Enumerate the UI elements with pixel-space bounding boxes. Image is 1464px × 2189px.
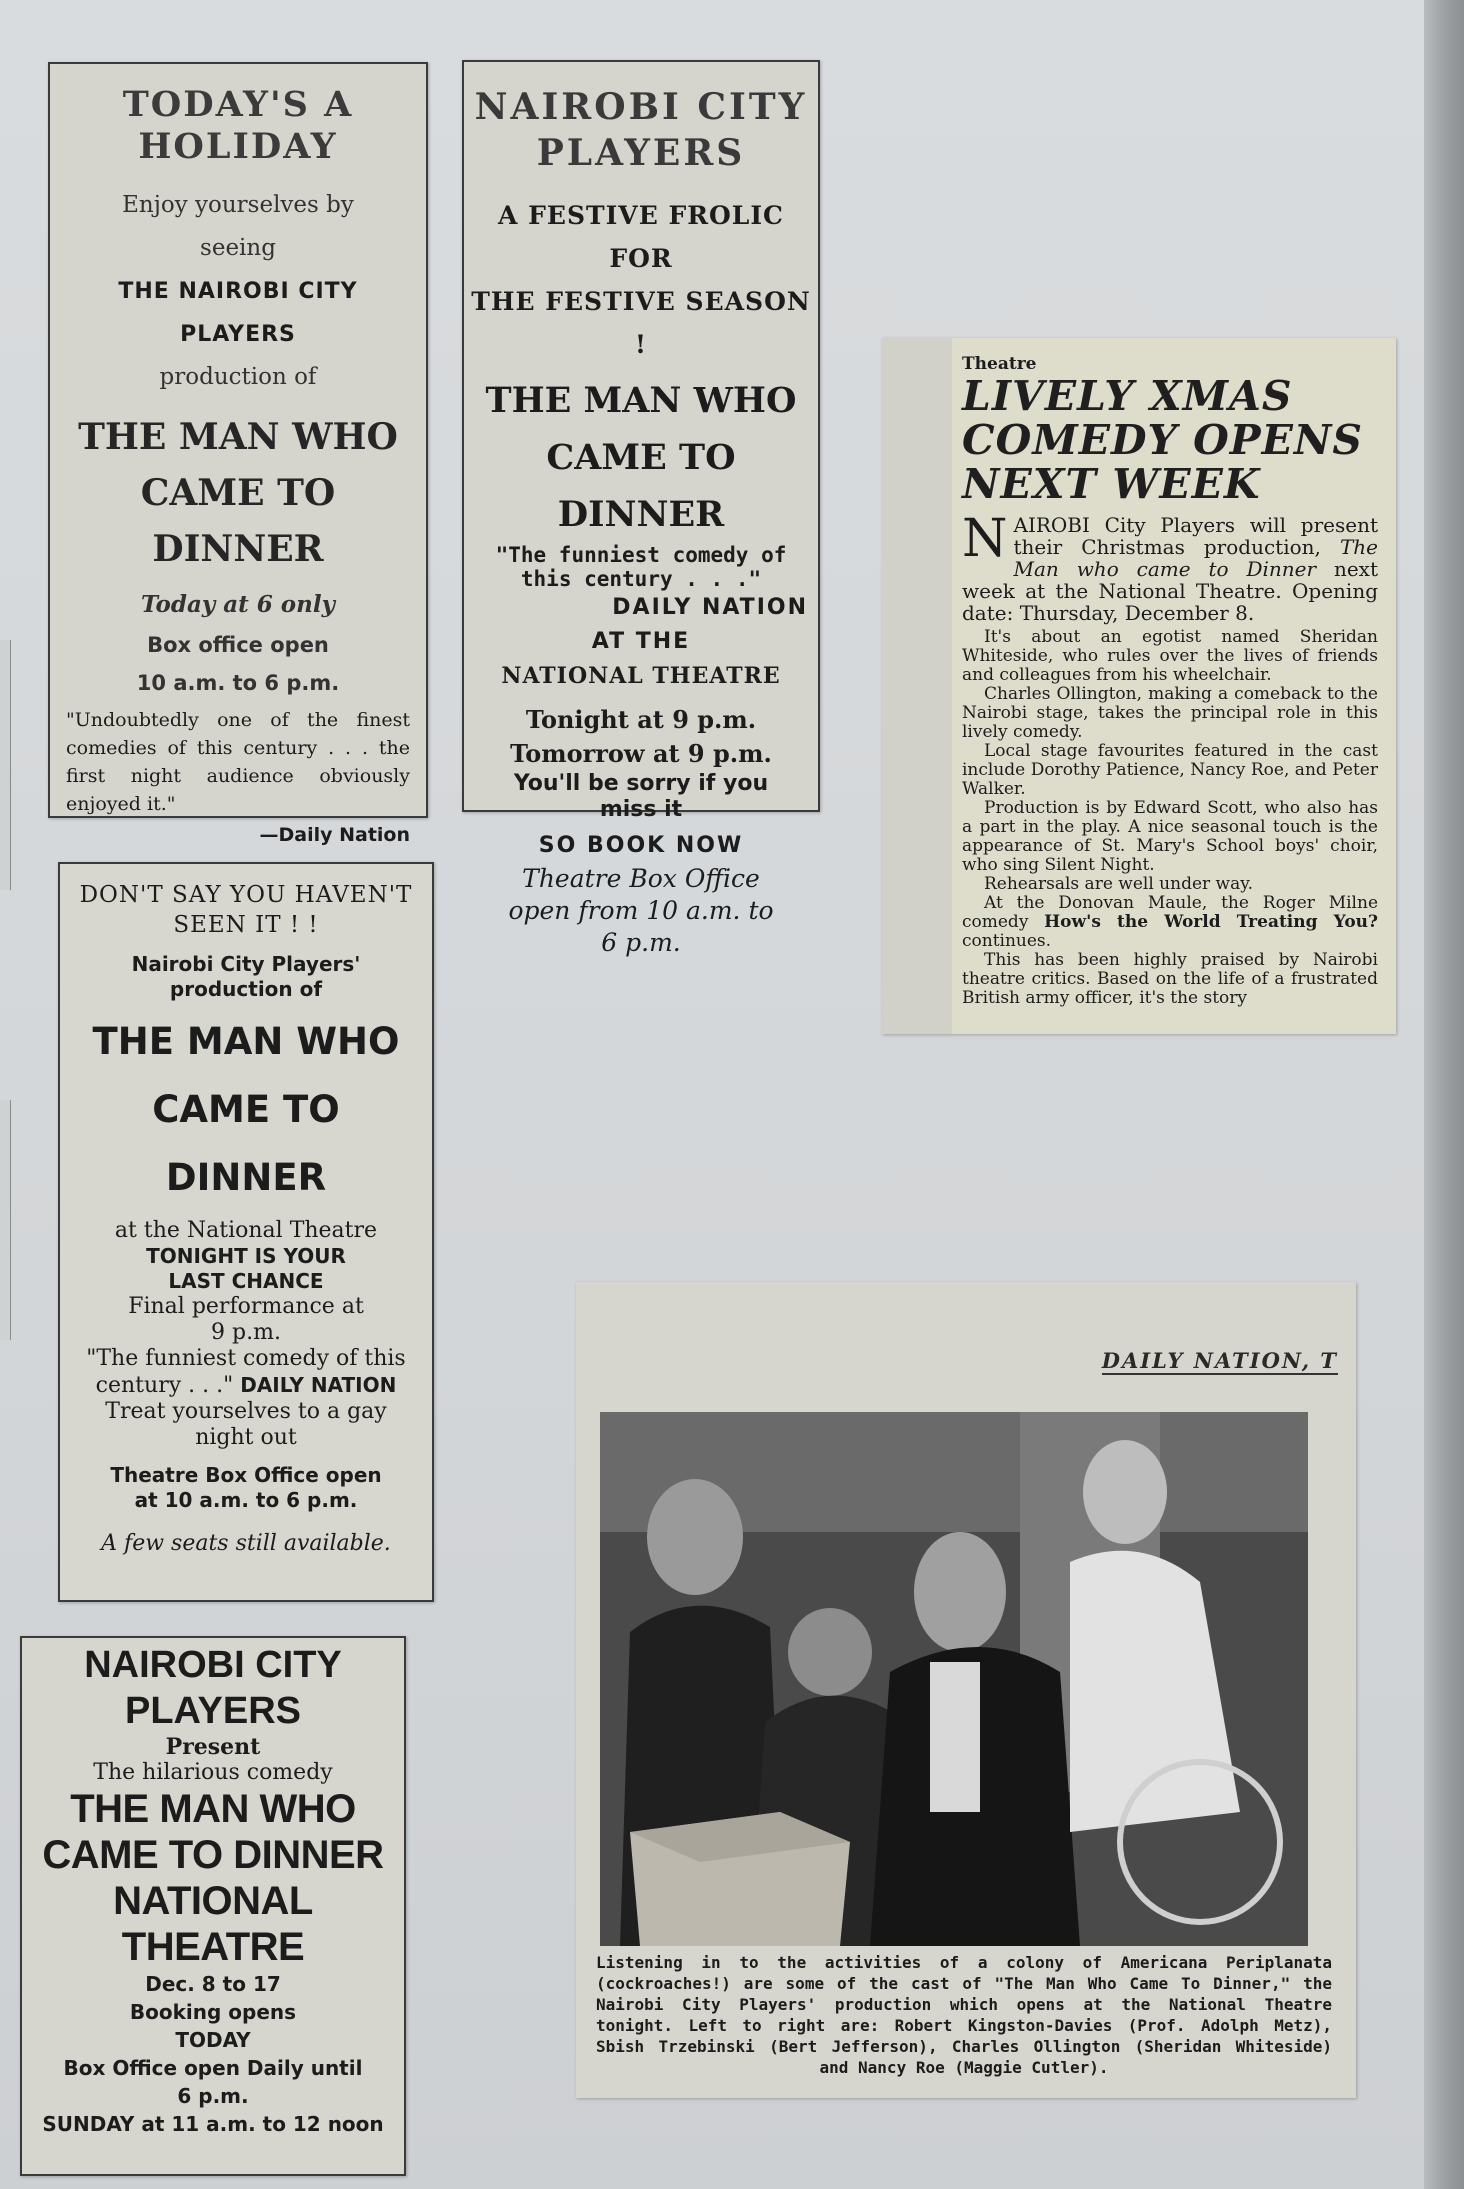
clip2-time-line: Tonight at 9 p.m.	[525, 705, 757, 734]
edge-scrap	[0, 640, 11, 890]
clip2-quote-line: "The funniest comedy of	[495, 543, 787, 567]
clipping-lively-xmas-article	[882, 338, 1396, 1034]
clip4-company-line: production of	[169, 977, 323, 1001]
clip2-title-line: THE MAN WHO	[485, 380, 797, 421]
clipping-festive-frolic	[462, 60, 820, 957]
clip3-paragraph: This has been highly praised by Nairobi theatre critics. Based on the life of a frustrated British army officer, it's the story	[962, 950, 1378, 1008]
clip5-heading-line: PLAYERS	[125, 1690, 301, 1732]
clip4-last-chance-line: TONIGHT IS YOUR	[146, 1244, 346, 1268]
clip1-intro-line: seeing	[200, 235, 276, 261]
clip4-title-line: DINNER	[165, 1156, 327, 1199]
cast-photo	[600, 1412, 1308, 1946]
clip4-box-office-line: Theatre Box Office open	[110, 1463, 382, 1487]
clip2-quote-line: this century . . ."	[520, 567, 762, 591]
clip1-box-office-line: 10 a.m. to 6 p.m.	[136, 671, 340, 695]
clip4-heading-line: DON'T SAY YOU HAVEN'T	[79, 882, 413, 908]
clip1-when: Today at 6 only	[141, 591, 335, 618]
clip3-lead	[962, 509, 1379, 625]
clip2-tagline-line: A FESTIVE FROLIC FOR	[498, 201, 784, 273]
clip1-company-line: THE NAIROBI CITY	[118, 279, 358, 304]
clip5-present: Present	[165, 1734, 261, 1760]
clip4-company-line: Nairobi City Players'	[131, 952, 361, 976]
clip6-caption: Listening in to the activities of a colony of Americana Periplanata (cockroaches!) are some of the cast of "The Man Who Came To Dinner," the Nairobi City Players' production which opens at the National Theatre tonight. Left to right are: Robert Kingston-Davies (Prof. Adolph Metz), Sbish Trzebinski (Bert Jefferson), Charles Ollington (Sheridan Whiteside) and Nancy Roe (Maggie Cutler).	[596, 1953, 1332, 2077]
clip5-title-line: CAME TO DINNER	[42, 1833, 384, 1877]
clip2-tagline-line: THE FESTIVE SEASON !	[471, 287, 811, 359]
clip5-dates: Dec. 8 to 17	[145, 1972, 281, 1996]
clip5-sunday: SUNDAY at 11 a.m. to 12 noon	[42, 2112, 384, 2136]
clip3-paragraph: Local stage favourites featured in the cast include Dorothy Patience, Nancy Roe, and Peter Walker.	[962, 741, 1378, 799]
clip4-final-line: 9 p.m.	[211, 1320, 281, 1345]
clip3-paragraph: Rehearsals are well under way.	[984, 874, 1253, 894]
clip3-lead-text: next week at the National Theatre. Opening date: Thursday, December 8.	[962, 557, 1379, 625]
clip1-production-of: production of	[159, 364, 317, 390]
clip4-quote-line-2	[72, 1372, 420, 1399]
clip3-donovan-text: continues.	[962, 931, 1052, 951]
clip3-lead-title: The Man who came to Dinner	[1013, 535, 1378, 581]
clip2-book-now: SO BOOK NOW	[538, 833, 744, 858]
clip5-box-office-line: 6 p.m.	[177, 2084, 249, 2108]
clip1-quote-source: —Daily Nation	[259, 824, 410, 846]
clip5-booking: Booking opens	[129, 2000, 297, 2024]
clip3-paragraph: Charles Ollington, making a comeback to the Nairobi stage, takes the principal role in this lively comedy.	[962, 684, 1378, 742]
clip5-subtitle: The hilarious comedy	[93, 1760, 333, 1785]
clip4-venue: at the National Theatre	[114, 1218, 378, 1243]
clip4-quote-text: century . . ."	[95, 1373, 234, 1398]
clip4-quote-source: DAILY NATION	[240, 1373, 397, 1397]
clip3-donovan-title: How's the World Treating You?	[1044, 912, 1379, 932]
clip1-title-line: CAME TO DINNER	[140, 472, 336, 570]
clip6-masthead: DAILY NATION, T	[1101, 1348, 1338, 1373]
clip1-title-line: THE MAN WHO	[78, 416, 398, 458]
clip4-box-office-line: at 10 a.m. to 6 p.m.	[134, 1488, 358, 1512]
clip3-body	[962, 628, 1378, 1008]
clip2-quote-source: DAILY NATION	[612, 595, 808, 620]
clip2-heading-line: PLAYERS	[536, 132, 746, 174]
clip4-treat-line: night out	[195, 1425, 297, 1450]
clip1-heading-line: TODAY'S A	[122, 84, 354, 125]
clip3-headline-line: COMEDY OPENS	[962, 416, 1363, 464]
clip4-seats: A few seats still available.	[101, 1531, 391, 1556]
cast-photo-illustration	[600, 1412, 1308, 1946]
clip3-headline-line: LIVELY XMAS	[962, 372, 1293, 420]
clip5-heading-line: NAIROBI CITY	[84, 1644, 342, 1686]
clip2-title-line: CAME TO DINNER	[546, 437, 736, 535]
clip3-margin-strip	[882, 338, 952, 1034]
clipping-hilarious-comedy	[20, 1636, 406, 2176]
book-binding	[1424, 0, 1464, 2189]
clip5-title-line: THEATRE	[121, 1925, 305, 1969]
clip4-treat-line: Treat yourselves to a gay	[105, 1399, 387, 1424]
clip2-heading-line: NAIROBI CITY	[474, 86, 808, 128]
clip5-today: TODAY	[175, 2028, 251, 2052]
clip1-company-line: PLAYERS	[180, 322, 296, 347]
clip2-venue-line: AT THE	[591, 629, 691, 654]
clip2-sorry-line: You'll be sorry if you	[513, 771, 769, 796]
clip4-heading-line: SEEN IT ! !	[173, 912, 319, 938]
clip3-dropcap: N	[962, 509, 1008, 569]
clip2-time-line: Tomorrow at 9 p.m.	[510, 739, 772, 768]
clipping-todays-a-holiday	[48, 62, 428, 846]
clip4-quote-line: "The funniest comedy of this	[86, 1346, 406, 1371]
clip4-final-line: Final performance at	[128, 1294, 364, 1319]
clip3-paragraph-donovan	[962, 894, 1378, 951]
clip4-title-line: CAME TO	[152, 1088, 340, 1131]
clipping-dont-say	[58, 862, 434, 1602]
clip1-heading-line: HOLIDAY	[138, 126, 338, 167]
clip1-intro-line: Enjoy yourselves by	[122, 192, 354, 218]
clip3-paragraph: Production is by Edward Scott, who also has a part in the play. A nice seasonal touch is the appearance of St. Mary's School boys' choir, who sing Silent Night.	[962, 798, 1378, 875]
clip3-donovan-text: At the Donovan Maule, the Roger Milne comedy	[962, 893, 1378, 932]
clip3-paragraph: It's about an egotist named Sheridan Whiteside, who rules over the lives of friends and colleagues from his wheelchair.	[962, 627, 1378, 685]
clip2-office-line: 6 p.m.	[601, 928, 681, 957]
clip5-title-line: NATIONAL	[113, 1879, 313, 1923]
clip4-last-chance-line: LAST CHANCE	[168, 1269, 324, 1293]
clip3-headline-line: NEXT WEEK	[962, 460, 1261, 508]
edge-scrap	[0, 1100, 11, 1340]
clip2-office-line: Theatre Box Office	[522, 864, 760, 893]
clip2-office-line: open from 10 a.m. to	[508, 896, 774, 925]
clip3-lead-text: AIROBI City Players will present their Christmas production,	[1013, 513, 1378, 559]
clip4-title-line: THE MAN WHO	[92, 1020, 400, 1063]
clip1-quote: "Undoubtedly one of the finest comedies of this century . . . the first night audience obviously enjoyed it."	[66, 709, 410, 815]
clipping-photo-caption	[576, 1282, 1356, 2098]
clip1-box-office-line: Box office open	[147, 633, 329, 657]
clip5-box-office-line: Box Office open Daily until	[63, 2056, 363, 2080]
clip3-kicker: Theatre	[962, 354, 1037, 374]
clip2-venue-line: NATIONAL THEATRE	[501, 663, 781, 689]
clip5-title-line: THE MAN WHO	[70, 1787, 356, 1831]
clip2-sorry-line: miss it	[599, 797, 683, 822]
